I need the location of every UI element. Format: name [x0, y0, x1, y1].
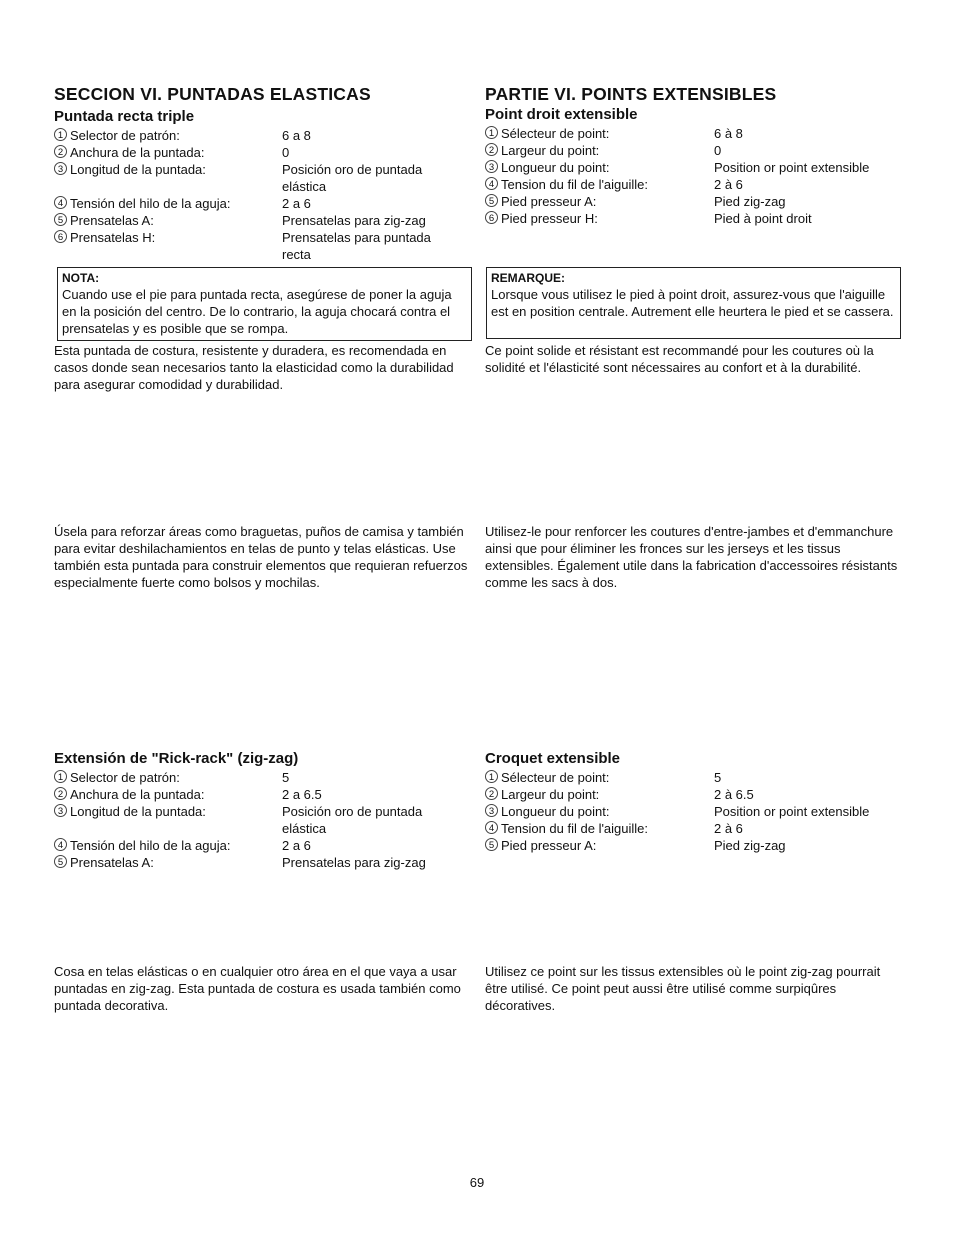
setting-label — [54, 803, 282, 837]
setting-value: 2 à 6 — [714, 821, 743, 836]
setting-row — [54, 144, 474, 161]
note-box-es — [57, 267, 472, 341]
spanish-section-title — [54, 84, 474, 104]
setting-label — [485, 176, 714, 193]
rickrack-heading-fr: Croquet extensible — [485, 750, 621, 767]
setting-label-text: Longueur du point: — [501, 804, 610, 819]
rickrack-para-fr: Utilisez ce point sur les tissus extensibles où le point zig-zag pourrait être utilisé. Ce point peut aussi être utilisé comme surpiqûres décoratives. — [485, 964, 881, 1013]
circled-number-icon: 4 — [485, 821, 498, 834]
setting-label-text: Longitud de la puntada: — [70, 804, 206, 819]
setting-label-text: Tension du fil de l'aiguille: — [501, 821, 649, 836]
setting-label — [485, 803, 714, 820]
setting-label-text: Sélecteur de point: — [501, 126, 610, 141]
triple-stitch-heading-fr-wrap — [485, 106, 905, 124]
section-title-es: SECCION VI. PUNTADAS ELASTICAS — [54, 84, 371, 104]
setting-label — [485, 142, 714, 159]
setting-value: Prensatelas para zig-zag — [282, 855, 426, 870]
setting-row — [485, 837, 905, 854]
setting-label — [485, 210, 714, 227]
setting-label — [54, 229, 282, 263]
circled-number-icon: 5 — [485, 194, 498, 207]
page-number: 69 — [469, 1175, 485, 1190]
setting-label-text: Sélecteur de point: — [501, 770, 610, 785]
triple-stitch-heading-es-wrap — [54, 108, 474, 126]
setting-value: 2 a 6.5 — [282, 787, 322, 802]
setting-label-text: Selector de patrón: — [70, 128, 180, 143]
setting-label — [485, 193, 714, 210]
setting-label — [54, 837, 282, 854]
setting-label-text: Pied presseur H: — [501, 211, 598, 226]
rickrack-settings-es — [54, 769, 474, 871]
setting-label-text: Pied presseur A: — [501, 838, 597, 853]
rickrack-heading-fr-wrap — [485, 750, 905, 768]
triple-stitch-settings-es — [54, 127, 474, 263]
circled-number-icon: 3 — [485, 160, 498, 173]
setting-row — [54, 195, 474, 212]
note-title-es: NOTA: — [62, 271, 100, 285]
setting-value: 0 — [714, 143, 722, 158]
circled-number-icon: 3 — [54, 162, 67, 175]
triple-stitch-settings-fr — [485, 125, 905, 227]
setting-label — [54, 786, 282, 803]
setting-value: 2 à 6 — [714, 177, 743, 192]
setting-label — [54, 127, 282, 144]
circled-number-icon: 1 — [485, 126, 498, 139]
triple-stitch-heading-fr: Point droit extensible — [485, 106, 638, 123]
triple-stitch-para2-fr: Utilisez-le pour renforcer les coutures d'entre-jambes et d'emmanchure ainsi que pour éliminer les fronces sur les jerseys et les tissus extensibles. Également utile dans la fabrication d'accessoires résistants comme les sacs à dos. — [485, 524, 898, 590]
setting-value: Prensatelas para zig-zag — [282, 213, 426, 228]
circled-number-icon: 4 — [54, 838, 67, 851]
setting-label-text: Tension du fil de l'aiguille: — [501, 177, 649, 192]
circled-number-icon: 4 — [54, 196, 67, 209]
setting-value: Posición oro de puntada elástica — [282, 162, 423, 194]
note-text-fr: Lorsque vous utilisez le pied à point droit, assurez-vous que l'aiguille est en position centrale. Autrement elle heurtera le pied et se cassera. — [491, 287, 894, 319]
setting-value: Position or point extensible — [714, 160, 870, 175]
setting-label — [485, 786, 714, 803]
setting-label-text: Anchura de la puntada: — [70, 145, 205, 160]
note-title-fr: REMARQUE: — [491, 271, 565, 285]
setting-row — [485, 820, 905, 837]
setting-value: 6 a 8 — [282, 128, 311, 143]
setting-label — [485, 837, 714, 854]
circled-number-icon: 3 — [54, 804, 67, 817]
setting-row — [54, 769, 474, 786]
setting-value: 2 a 6 — [282, 838, 311, 853]
setting-value: 2 a 6 — [282, 196, 311, 211]
setting-label — [54, 854, 282, 871]
setting-row — [485, 210, 905, 227]
setting-label-text: Anchura de la puntada: — [70, 787, 205, 802]
circled-number-icon: 1 — [485, 770, 498, 783]
circled-number-icon: 2 — [485, 787, 498, 800]
setting-label-text: Selector de patrón: — [70, 770, 180, 785]
setting-label-text: Longitud de la puntada: — [70, 162, 206, 177]
setting-label — [485, 159, 714, 176]
setting-value: 0 — [282, 145, 290, 160]
note-box-fr — [486, 267, 901, 339]
circled-number-icon: 5 — [485, 838, 498, 851]
setting-row — [54, 127, 474, 144]
triple-stitch-para2-es: Úsela para reforzar áreas como braguetas, puños de camisa y también para evitar deshilachamientos en telas de punto y telas elásticas. Use también esta puntada para construir elementos que requieran refuerzos especialmente fuerte como bolsos y mochilas. — [54, 524, 468, 590]
setting-row — [54, 837, 474, 854]
setting-row — [54, 212, 474, 229]
circled-number-icon: 4 — [485, 177, 498, 190]
note-text-es: Cuando use el pie para puntada recta, asegúrese de poner la aguja en la posición del centro. De lo contrario, la aguja chocará contra el prensatelas y es posible que se rompa. — [62, 287, 452, 336]
triple-stitch-para1-fr: Ce point solide et résistant est recommandé pour les coutures où la solidité et l'élasticité sont nécessaires au confort et à la durabilité. — [485, 343, 874, 375]
section-title-fr: PARTIE VI. POINTS EXTENSIBLES — [485, 84, 777, 104]
setting-label — [54, 212, 282, 229]
setting-value: 6 à 8 — [714, 126, 743, 141]
setting-row — [485, 193, 905, 210]
setting-label-text: Largeur du point: — [501, 787, 600, 802]
setting-value: 2 à 6.5 — [714, 787, 754, 802]
circled-number-icon: 1 — [54, 128, 67, 141]
rickrack-heading-es-wrap — [54, 750, 474, 768]
setting-value: Prensatelas para puntada recta — [282, 230, 431, 262]
circled-number-icon: 6 — [54, 230, 67, 243]
setting-label-text: Prensatelas A: — [70, 213, 154, 228]
french-section-title — [485, 84, 905, 104]
setting-label-text: Largeur du point: — [501, 143, 600, 158]
setting-row — [54, 854, 474, 871]
setting-label-text: Longueur du point: — [501, 160, 610, 175]
setting-row — [485, 803, 905, 820]
triple-stitch-para1-es: Esta puntada de costura, resistente y duradera, es recomendada en casos donde sean necesarios tanto la elasticidad como la durabilidad para asegurar comodidad y durabilidad. — [54, 343, 454, 392]
circled-number-icon: 5 — [54, 855, 67, 868]
setting-row — [54, 786, 474, 803]
circled-number-icon: 2 — [485, 143, 498, 156]
setting-value: 5 — [714, 770, 722, 785]
setting-row — [54, 803, 474, 837]
setting-label — [485, 125, 714, 142]
setting-row — [54, 229, 474, 263]
setting-row — [485, 786, 905, 803]
rickrack-heading-es: Extensión de "Rick-rack" (zig-zag) — [54, 750, 299, 767]
setting-value: Pied zig-zag — [714, 838, 786, 853]
rickrack-settings-fr — [485, 769, 905, 854]
setting-row — [485, 159, 905, 176]
setting-label — [485, 820, 714, 837]
setting-label — [485, 769, 714, 786]
setting-label-text: Tensión del hilo de la aguja: — [70, 196, 231, 211]
triple-stitch-heading-es: Puntada recta triple — [54, 108, 195, 125]
setting-label-text: Prensatelas A: — [70, 855, 154, 870]
setting-value: 5 — [282, 770, 290, 785]
circled-number-icon: 5 — [54, 213, 67, 226]
rickrack-para-es: Cosa en telas elásticas o en cualquier otro área en el que vaya a usar puntadas en zig-zag. Esta puntada de costura es usada también como puntada decorativa. — [54, 964, 461, 1013]
setting-label-text: Tensión del hilo de la aguja: — [70, 838, 231, 853]
setting-label — [54, 161, 282, 195]
setting-label-text: Pied presseur A: — [501, 194, 597, 209]
setting-label — [54, 195, 282, 212]
circled-number-icon: 2 — [54, 145, 67, 158]
setting-value: Posición oro de puntada elástica — [282, 804, 423, 836]
setting-row — [485, 176, 905, 193]
circled-number-icon: 2 — [54, 787, 67, 800]
setting-label — [54, 144, 282, 161]
circled-number-icon: 6 — [485, 211, 498, 224]
circled-number-icon: 1 — [54, 770, 67, 783]
setting-row — [485, 142, 905, 159]
circled-number-icon: 3 — [485, 804, 498, 817]
setting-label — [54, 769, 282, 786]
setting-row — [485, 769, 905, 786]
setting-label-text: Prensatelas H: — [70, 230, 156, 245]
setting-row — [485, 125, 905, 142]
setting-value: Pied à point droit — [714, 211, 812, 226]
setting-value: Position or point extensible — [714, 804, 870, 819]
setting-value: Pied zig-zag — [714, 194, 786, 209]
setting-row — [54, 161, 474, 195]
